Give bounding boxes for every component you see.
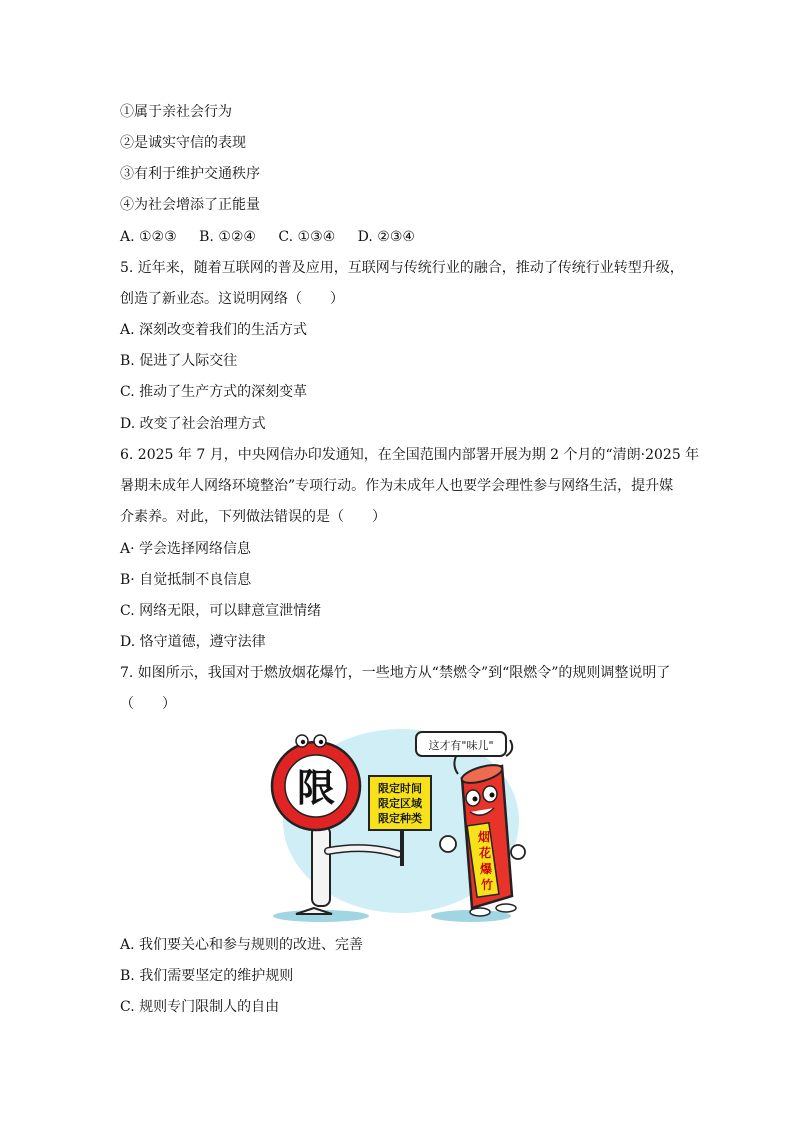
fc-hand-right	[511, 845, 525, 859]
sign-body	[312, 826, 330, 906]
fc-char-1: 烟	[477, 830, 491, 844]
statement-4: ④为社会增添了正能量	[120, 197, 260, 213]
fc-char-4: 竹	[480, 878, 494, 892]
board-line-3: 限定种类	[378, 812, 422, 825]
fc-foot-left	[470, 908, 490, 916]
cartoon-illustration	[266, 726, 528, 926]
q5-stem-line2: 创造了新业态。这说明网络（ ）	[120, 291, 344, 307]
fc-foot-right	[496, 904, 516, 912]
q5-option-d: D. 改变了社会治理方式	[120, 416, 266, 432]
fc-char-3: 爆	[479, 862, 493, 876]
bubble-text: 这才有"味儿"	[428, 739, 494, 752]
q6-option-a: A· 学会选择网络信息	[120, 541, 252, 557]
q7-option-c: C. 规则专门限制人的自由	[120, 999, 280, 1015]
choice-d: D. ②③④	[357, 229, 415, 245]
q7-stem-line1: 7. 如图所示，我国对于燃放烟花爆竹，一些地方从“禁燃令”到“限燃令”的规则调整说明了	[120, 665, 671, 681]
q6-option-d: D. 恪守道德，遵守法律	[120, 634, 266, 650]
choice-b: B. ①②④	[199, 229, 256, 245]
q7-option-a: A. 我们要关心和参与规则的改进、完善	[120, 937, 364, 953]
board-line-1: 限定时间	[378, 782, 422, 795]
sign-char: 限	[296, 766, 336, 810]
q7-stem-line2: （ ）	[120, 696, 176, 712]
statement-1: ①属于亲社会行为	[120, 104, 232, 120]
q6-stem-line2: 暑期未成年人网络环境整治”专项行动。作为未成年人也要学会理性参与网络生活，提升媒	[120, 478, 674, 494]
statement-2: ②是诚实守信的表现	[120, 135, 246, 151]
q6-option-c: C. 网络无限，可以肆意宣泄情绪	[120, 603, 322, 619]
q6-stem-line3: 介素养。对此，下列做法错误的是（ ）	[120, 509, 386, 525]
statement-3: ③有利于维护交通秩序	[120, 166, 260, 182]
fc-char-2: 花	[478, 846, 492, 860]
q5-option-a: A. 深刻改变着我们的生活方式	[120, 322, 308, 338]
q5-option-b: B. 促进了人际交往	[120, 353, 238, 369]
choice-a: A. ①②③	[120, 229, 177, 245]
q5-stem-line1: 5. 近年来，随着互联网的普及应用，互联网与传统行业的融合，推动了传统行业转型升级，	[120, 260, 684, 276]
choice-row	[120, 227, 433, 247]
cartoon-svg	[266, 726, 528, 926]
q6-option-b: B· 自觉抵制不良信息	[120, 572, 252, 588]
q6-stem-line1: 6. 2025 年 7 月，中央网信办印发通知，在全国范围内部署开展为期 2 个月的“清朗·2025 年	[120, 447, 700, 463]
q7-option-b: B. 我们需要坚定的维护规则	[120, 968, 294, 984]
board-line-2: 限定区域	[378, 797, 422, 810]
fc-hand-left	[440, 836, 456, 852]
q5-option-c: C. 推动了生产方式的深刻变革	[120, 384, 308, 400]
choice-c: C. ①③④	[278, 229, 336, 245]
